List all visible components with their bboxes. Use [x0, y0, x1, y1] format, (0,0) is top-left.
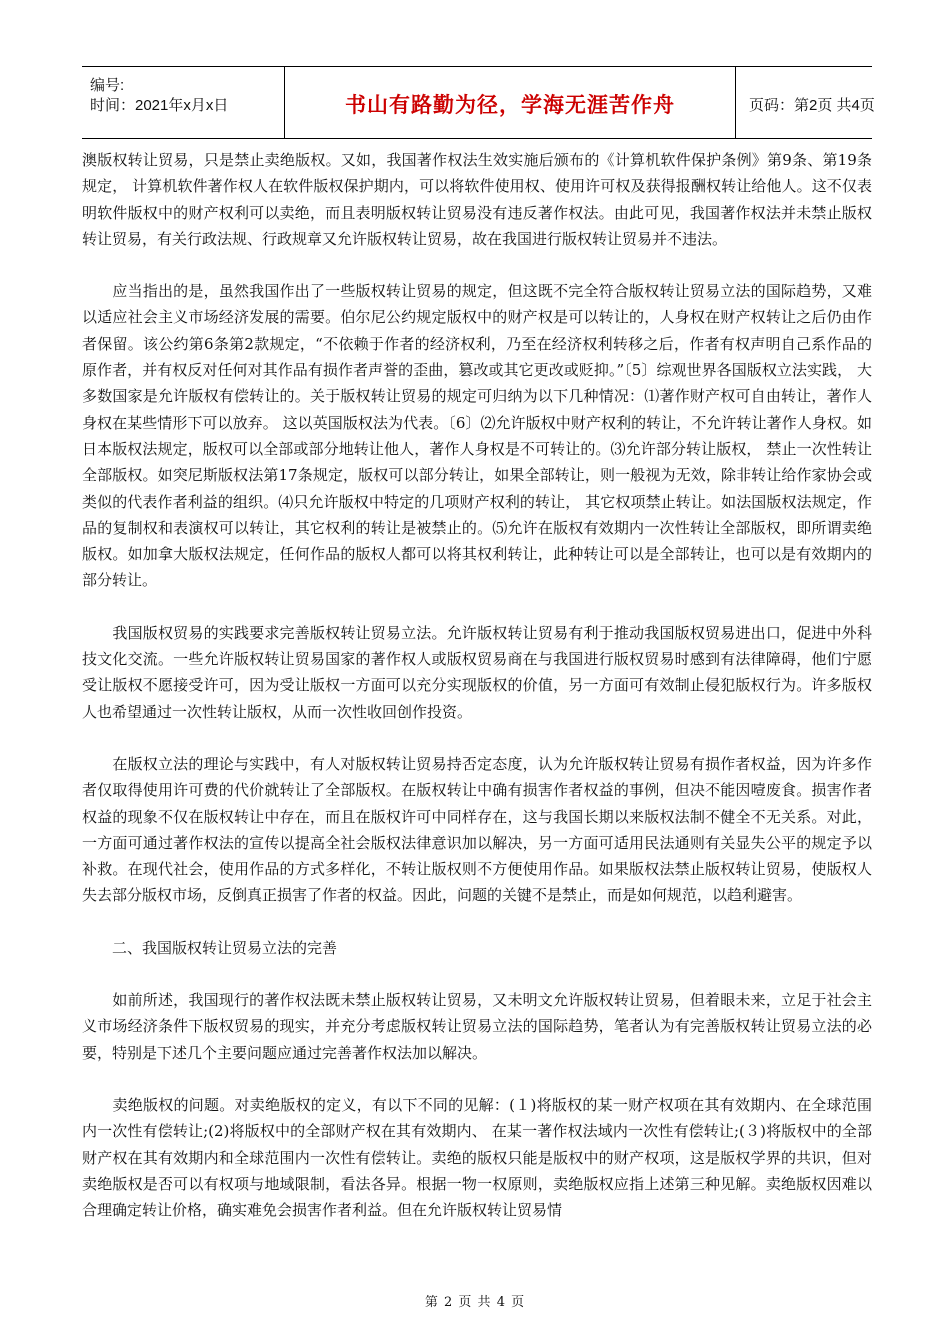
- section-heading: 二、我国版权转让贸易立法的完善: [82, 938, 338, 957]
- paragraph: 卖绝版权的问题。对卖绝版权的定义，有以下不同的见解：(１)将版权的某一财产权项在其有效期内、在全球范围内一次性有偿转让;(2)将版权中的全部财产权在其有效期内、 在某一著作权法域内一次性有偿转让;(３)将版权中的全部财产权在其有效期内和全球范围内一次性有偿转让。卖绝的版权只能是版权中的财产权项，这是版权学界的共识，但对卖绝版权是否可以有权项与地域限制，看法各异。根据一物一权原则，卖绝版权应指上述第三种见解。卖绝版权因难以合理确定转让价格，确实难免会损害作者利益。但在允许版权转让贸易情: [82, 1095, 872, 1220]
- header-page-label: 页码：第2页 共4页: [749, 97, 875, 114]
- paragraph: 澳版权转让贸易，只是禁止卖绝版权。又如，我国著作权法生效实施后颁布的《计算机软件保护条例》第9条、第19条规定， 计算机软件著作权人在软件版权保护期内，可以将软件使用权、使用许可权及获得报酬权转让给他人。这不仅表明软件版权中的财产权利可以卖绝，而且表明版权转让贸易没有违反著作权法。由此可见，我国著作权法并未禁止版权转让贸易，有关行政法规、行政规章又允许版权转让贸易，故在我国进行版权转让贸易并不违法。: [82, 151, 872, 248]
- document-body: [82, 147, 872, 1223]
- page-header: [82, 66, 875, 139]
- header-number-label: 编号:: [90, 77, 125, 94]
- header-info-cell: [82, 67, 284, 138]
- paragraph: 我国版权贸易的实践要求完善版权转让贸易立法。允许版权转让贸易有利于推动我国版权贸易进出口，促进中外科技文化交流。一些允许版权转让贸易国家的著作权人或版权贸易商在与我国进行版权贸易时感到有法律障碍，他们宁愿受让版权不愿接受许可，因为受让版权一方面可以充分实现版权的价值，另一方面可有效制止侵犯版权行为。许多版权人也希望通过一次性转让版权，从而一次性收回创作投资。: [82, 623, 872, 721]
- paragraph: 如前所述，我国现行的著作权法既未禁止版权转让贸易，又未明文允许版权转让贸易，但着眼未来，立足于社会主义市场经济条件下版权贸易的现实，并充分考虑版权转让贸易立法的国际趋势，笔者认为有完善版权转让贸易立法的必要，特别是下述几个主要问题应通过完善著作权法加以解决。: [82, 991, 872, 1062]
- header-motto: 书山有路勤为径，学海无涯苦作舟: [345, 93, 675, 117]
- header-motto-cell: [284, 67, 736, 138]
- paragraph: 应当指出的是，虽然我国作出了一些版权转让贸易的规定，但这既不完全符合版权转让贸易立法的国际趋势，又难以适应社会主义市场经济发展的需要。伯尔尼公约规定版权中的财产权是可以转让的，人身权在财产权转让之后仍由作者保留。该公约第6条第2款规定，“不依赖于作者的经济权利，乃至在经济权利转移之后，作者有权声明自己系作品的原作者，并有权反对任何对其作品有损作者声誉的歪曲，篡改或其它更改或贬抑。”〔5〕综观世界各国版权立法实践， 大多数国家是允许版权有偿转让的。关于版权转让贸易的规定可归纳为以下几种情况：⑴著作财产权可自由转让，著作人身权在某些情形下可以放弃。 这以英国版权法为代表。〔6〕⑵允许版权中财产权利的转让，不允许转让著作人身权。如日本版权法规定，版权可以全部或部分地转让他人，著作人身权是不可转让的。⑶允许部分转让版权， 禁止一次性转让全部版权。如突尼斯版权法第17条规定，版权可以部分转让，如果全部转让，则一般视为无效，除非转让给作家协会或类似的代表作者利益的组织。⑷只允许版权中特定的几项财产权利的转让， 其它权项禁止转让。如法国版权法规定，作品的复制权和表演权可以转让，其它权利的转让是被禁止的。⑸允许在版权有效期内一次性转让全部版权，即所谓卖绝版权。如加拿大版权法规定，任何作品的版权人都可以将其权利转让，此种转让可以是全部转让，也可以是有效期内的部分转让。: [82, 282, 872, 590]
- header-page-cell: [735, 67, 875, 138]
- paragraph: 在版权立法的理论与实践中，有人对版权转让贸易持否定态度，认为允许版权转让贸易有损作者权益，因为许多作者仅取得使用许可费的代价就转让了全部版权。在版权转让中确有损害作者权益的事例，但决不能因噎废食。损害作者权益的现象不仅在版权转让中存在，而且在版权许可中同样存在，这与我国长期以来版权法制不健全不无关系。对此，一方面可通过著作权法的宣传以提高全社会版权法律意识加以解决，另一方面可适用民法通则有关显失公平的规定予以补救。在现代社会，使用作品的方式多样化，不转让版权则不方便使用作品。如果版权法禁止版权转让贸易，使版权人失去部分版权市场，反倒真正损害了作者的权益。因此，问题的关键不是禁止，而是如何规范，以趋利避害。: [82, 754, 872, 905]
- page-footer: 第 2 页 共 4 页: [424, 1295, 526, 1310]
- header-time-label: 时间：2021年x月x日: [90, 97, 229, 114]
